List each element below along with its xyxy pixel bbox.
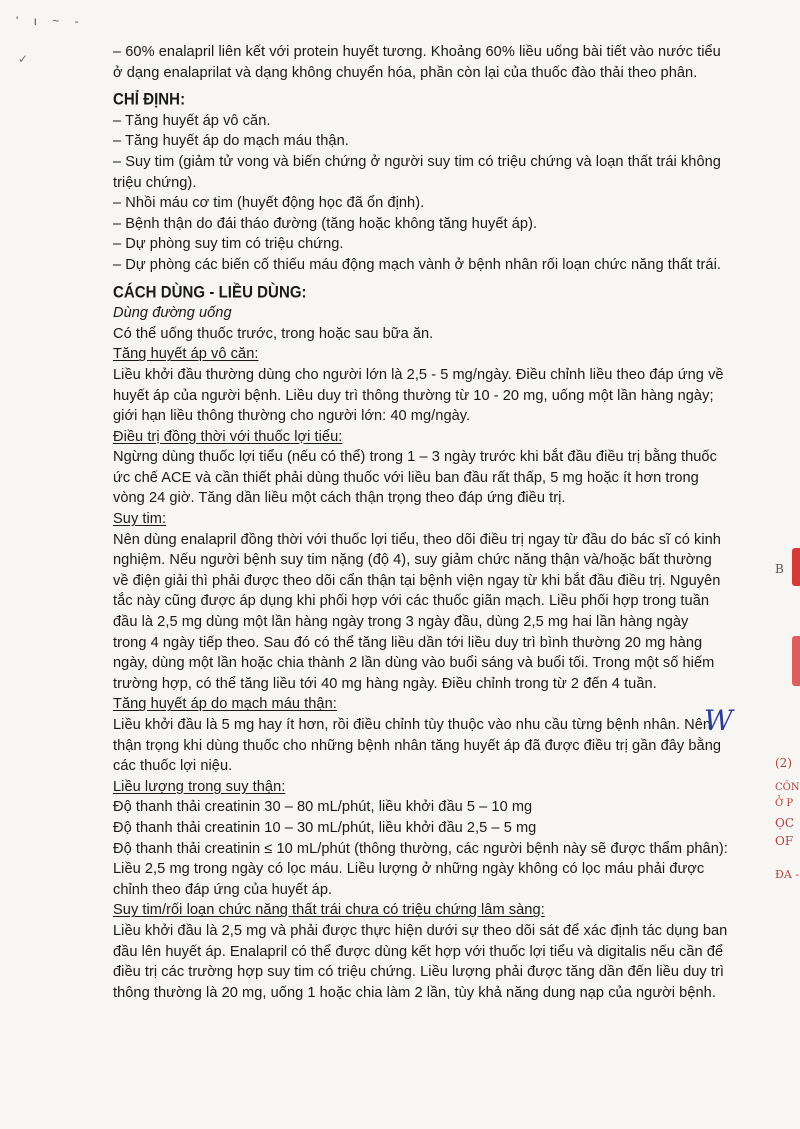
indication-item: – Tăng huyết áp do mạch máu thận. (113, 133, 349, 150)
text-line: đầu là 2,5 mg dùng một lần hàng ngày trong 3 ngày đầu, dùng 2,5 mg hai lần hàng ngày (113, 614, 689, 631)
subsection-title: Suy tim: (113, 511, 167, 528)
edge-red-tab (792, 636, 800, 686)
text-line: trong 4 ngày tiếp theo. Sau đó có thể tăng liều dần tới liều duy trì bình thường 20 mg hàng (113, 634, 703, 651)
text-line: Nên dùng enalapril đồng thời với thuốc lợi tiểu, theo dõi điều trị ngay từ đầu do bác sĩ có kinh (113, 531, 721, 548)
text-line: giới hạn liều thông thường cho người lớn: 40 mg/ngày. (113, 408, 471, 425)
text-line: Ngừng dùng thuốc lợi tiểu (nếu có thể) trong 1 – 3 ngày trước khi bắt đầu điều trị bằng thuốc (113, 449, 717, 466)
dosage-subsection (113, 900, 743, 1003)
scan-corner-tick: ✓ (18, 52, 29, 66)
text-line: thận trọng khi dùng thuốc cho những bệnh nhân tăng huyết áp đã được điều trị gần đây bằng (113, 737, 722, 754)
subsection-title: Điều trị đồng thời với thuốc lợi tiểu: (113, 428, 343, 445)
indication-item: triệu chứng). (113, 174, 197, 191)
dosage-section (113, 283, 743, 1004)
dosage-subsection (113, 694, 743, 776)
dosage-subsection (113, 509, 743, 694)
text-line: Liều khởi đầu thường dùng cho người lớn là 2,5 - 5 mg/ngày. Điều chỉnh liều theo đáp ứng về (113, 366, 724, 383)
dosage-subsection (113, 344, 743, 426)
edge-red-tab (792, 548, 800, 586)
edge-fragment: ỌC (775, 816, 795, 830)
text-line: Độ thanh thải creatinin ≤ 10 mL/phút (thông thường, các người bệnh này sẽ được thẩm phân): (113, 840, 728, 857)
text-line: chỉnh theo đáp ứng của huyết áp. (113, 881, 333, 898)
edge-fragment: B (775, 562, 784, 576)
edge-fragment: (2) (775, 756, 792, 770)
dosage-route: Dùng đường uống (113, 305, 232, 322)
subsection-title: Tăng huyết áp vô căn: (113, 346, 259, 363)
indication-item: – Suy tim (giảm tử vong và biến chứng ở người suy tim có triệu chứng và loạn thất trái không (113, 153, 721, 170)
edge-fragment: CÔN (775, 782, 800, 793)
text-line: các thuốc lợi niệu. (113, 758, 233, 775)
dosage-subsection (113, 427, 743, 509)
dosage-heading: CÁCH DÙNG - LIỀU DÙNG: (113, 282, 307, 302)
handwritten-check-mark: W (704, 704, 733, 737)
text-line: điều trị các trường hợp suy tim có triệu chứng. Liều lượng phải được tăng dần đến liều duy trì (113, 964, 724, 981)
indication-item: – Bệnh thận do đái tháo đường (tăng hoặc không tăng huyết áp). (113, 215, 538, 232)
dosage-subsection (113, 777, 743, 901)
document-page (113, 42, 743, 1003)
edge-fragment: OF (775, 834, 794, 848)
text-line: Liều khởi đầu là 2,5 mg và phải được thực hiện dưới sự theo dõi sát để xác định tác dụng ban (113, 922, 728, 939)
text-line: vòng 24 giờ. Tăng dần liều một cách thận trọng theo đáp ứng điều trị. (113, 490, 566, 507)
text-line: Liều 2,5 mg trong ngày có lọc máu. Liều lượng ở những ngày không có lọc máu phải được (113, 861, 705, 878)
indication-item: – Dự phòng suy tim có triệu chứng. (113, 236, 344, 253)
dosage-route-note: Có thể uống thuốc trước, trong hoặc sau bữa ăn. (113, 325, 434, 342)
text-line: thông thường là 20 mg, uống 1 hoặc chia làm 2 lần, tùy khả năng dung nạp của người bệnh. (113, 984, 716, 1001)
text-line: Liều khởi đầu là 5 mg hay ít hơn, rồi điều chỉnh tùy thuộc vào nhu cầu từng bệnh nhân. Nên (113, 717, 712, 733)
text-line: ức chế ACE và cần thiết phải dùng thuốc với liều ban đầu rất thấp, 5 mg hoặc ít hơn trong (113, 469, 699, 486)
text-line: tắc này cũng được áp dụng khi phối hợp với các thuốc giãn mạch. Liều phối hợp trong tuần (113, 593, 710, 610)
intro-line: ở dạng enalaprilat và dạng không chuyển hóa, phần còn lại của thuốc đào thải theo phân. (113, 64, 698, 81)
text-line: đầu lên huyết áp. Enalapril có thể được dùng kết hợp với thuốc lợi tiểu và digitalis nếu cần để (113, 943, 724, 960)
text-line: ngày, dùng một lần hoặc chia thành 2 lần dùng vào buổi sáng và buổi tối. Trong một số hiếm (113, 655, 715, 672)
text-line: Độ thanh thải creatinin 10 – 30 mL/phút, liều khởi đầu 2,5 – 5 mg (113, 819, 537, 836)
subsection-title: Liều lượng trong suy thận: (113, 778, 286, 795)
subsection-title: Tăng huyết áp do mạch máu thận: (113, 696, 337, 713)
indication-item: – Dự phòng các biến cố thiếu máu động mạch vành ở bệnh nhân rối loạn chức năng thất trái. (113, 256, 721, 273)
text-line: nghiệm. Nếu người bệnh suy tim nặng (độ 4), suy giảm chức năng thận và/hoặc bất thường (113, 552, 712, 569)
edge-fragment: Ở P (775, 798, 794, 809)
text-line: Độ thanh thải creatinin 30 – 80 mL/phút, liều khởi đầu 5 – 10 mg (113, 799, 533, 816)
indications-section (113, 90, 743, 275)
indication-item: – Tăng huyết áp vô căn. (113, 112, 271, 129)
text-line: trường hợp, có thể tăng liều tới 40 mg hàng ngày. Điều chỉnh trong từ 2 đến 4 tuần. (113, 675, 657, 692)
edge-fragment: ĐA - (775, 868, 800, 881)
indication-item: – Nhồi máu cơ tim (huyết động học đã ổn định). (113, 195, 425, 212)
indications-heading: CHỈ ĐỊNH: (113, 90, 186, 109)
subsection-title: Suy tim/rối loạn chức năng thất trái chưa có triệu chứng lâm sàng: (113, 902, 545, 919)
text-line: huyết áp của người bệnh. Liều duy trì thông thường từ 10 - 20 mg, uống một lần hàng ngày; (113, 387, 714, 404)
intro-paragraph (113, 42, 743, 83)
scan-corner-marks: ' ı ~ - (16, 14, 85, 28)
intro-line: – 60% enalapril liên kết với protein huyết tương. Khoảng 60% liều uống bài tiết vào nước tiểu (113, 44, 721, 60)
text-line: về điện giải thì phải được theo dõi cẩn thận tại bệnh viện ngay từ khi bắt đầu điều trị. Nguyên (113, 572, 721, 589)
